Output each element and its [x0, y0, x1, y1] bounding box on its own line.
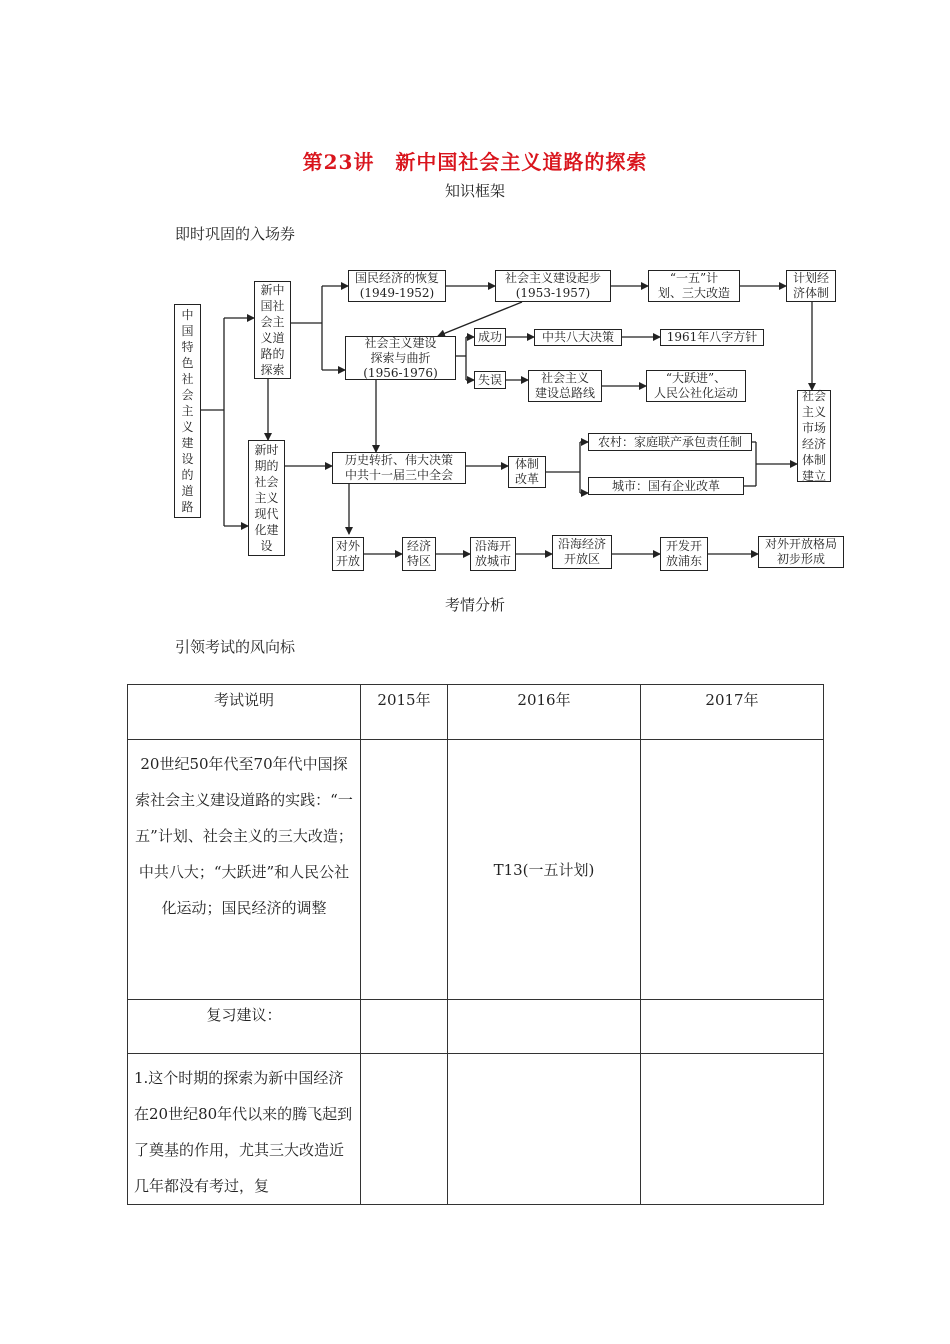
- knowledge-framework-heading: 知识框架: [444, 182, 505, 200]
- node-zigzag: 社会主义建设 探索与曲折 (1956-1976): [345, 336, 456, 380]
- header-exam-description: 考试说明: [128, 685, 361, 740]
- node-rural-reform: 农村：家庭联产承包责任制: [588, 433, 752, 451]
- node-planned-economy: 计划经 济体制: [786, 270, 836, 302]
- node-urban-reform: 城市：国有企业改革: [588, 477, 744, 495]
- node-opening-up: 对外 开放: [332, 537, 364, 571]
- review-text-cell: 1.这个时期的探索为新中国经济在20世纪80年代以来的腾飞起到了奠基的作用，尤其三大改造近几年都没有考过，复: [128, 1054, 361, 1205]
- cell-2016: T13(一五计划): [448, 740, 641, 1000]
- table-row: [128, 740, 824, 1000]
- node-start: 社会主义建设起步 (1953-1957): [495, 270, 611, 302]
- page-title: 第23讲 新中国社会主义道路的探索: [302, 150, 648, 174]
- table-row: [128, 1054, 824, 1205]
- node-coastal-cities: 沿海开 放城市: [470, 537, 516, 571]
- node-opening-pattern: 对外开放格局 初步形成: [758, 536, 844, 568]
- node-explore: 新中 国社 会主 义道 路的 探索: [254, 281, 291, 379]
- node-market-economy: 社会 主义 市场 经济 体制 建立: [797, 390, 831, 482]
- node-policy-1961: 1961年八字方针: [660, 329, 764, 346]
- node-root: 中 国 特 色 社 会 主 义 建 设 的 道 路: [174, 304, 201, 518]
- table-row: [128, 1000, 824, 1054]
- node-mistake: 失误: [474, 371, 506, 389]
- entry-ticket-label: 即时巩固的入场券: [175, 225, 296, 243]
- node-pudong: 开发开 放浦东: [660, 537, 708, 571]
- exam-analysis-heading: 考情分析: [444, 596, 505, 614]
- node-sez: 经济 特区: [402, 537, 436, 571]
- exam-guide-label: 引领考试的风向标: [175, 638, 296, 656]
- header-2017: 2017年: [641, 685, 824, 740]
- node-reform: 体制 改革: [508, 456, 546, 488]
- node-turning-point: 历史转折、伟大决策 中共十一届三中全会: [332, 452, 466, 484]
- header-2015: 2015年: [361, 685, 448, 740]
- node-five-year-plan: “一五”计 划、三大改造: [648, 270, 740, 302]
- exam-description-cell: 20世纪50年代至70年代中国探索社会主义建设道路的实践：“一五”计划、社会主义的三大改造；中共八大；“大跃进”和人民公社化运动；国民经济的调整: [128, 740, 361, 1000]
- node-recovery: 国民经济的恢复 (1949-1952): [348, 270, 446, 302]
- node-great-leap: “大跃进”、 人民公社化运动: [646, 370, 746, 402]
- node-success: 成功: [474, 328, 506, 346]
- table-header-row: [128, 685, 824, 740]
- exam-table: [127, 684, 824, 1205]
- cell-2015: [361, 740, 448, 1000]
- node-general-line: 社会主义 建设总路线: [528, 370, 602, 402]
- node-eighth-congress: 中共八大决策: [534, 329, 622, 346]
- cell-2017: [641, 740, 824, 1000]
- node-coastal-zones: 沿海经济 开放区: [552, 535, 612, 569]
- review-label-cell: 复习建议：: [128, 1000, 361, 1054]
- header-2016: 2016年: [448, 685, 641, 740]
- node-new-era: 新时 期的 社会 主义 现代 化建 设: [248, 440, 285, 556]
